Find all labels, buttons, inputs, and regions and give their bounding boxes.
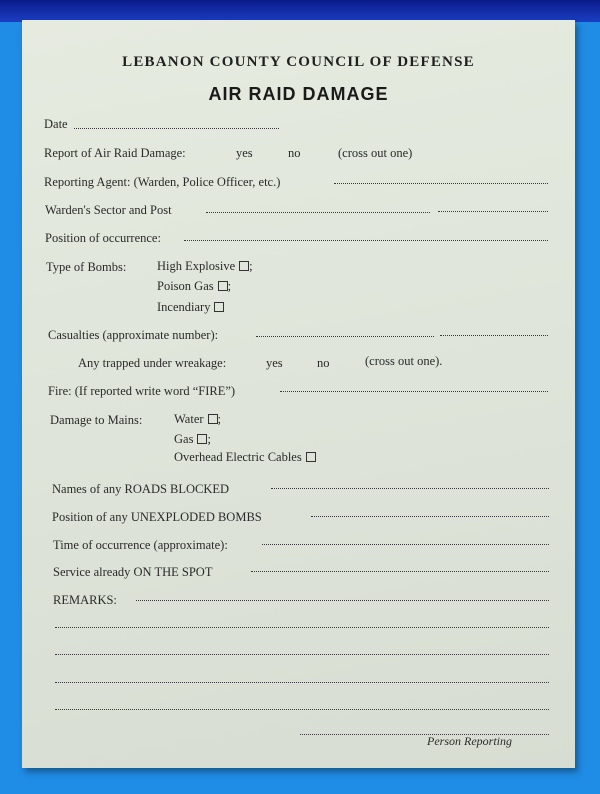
casualties-field-2[interactable] bbox=[440, 335, 548, 336]
form-title: AIR RAID DAMAGE bbox=[208, 84, 389, 104]
bomb-inc-checkbox[interactable] bbox=[214, 302, 224, 312]
bomb-inc-option bbox=[157, 300, 224, 315]
service-field[interactable] bbox=[251, 571, 549, 572]
mains-label: Damage to Mains: bbox=[50, 413, 143, 427]
org-title: LEBANON COUNTY COUNCIL OF DEFENSE bbox=[122, 54, 475, 70]
trapped-label: Any trapped under wreakage: bbox=[78, 356, 227, 370]
unexploded-label: Position of any UNEXPLODED BOMBS bbox=[52, 510, 262, 524]
mains-water-label: Water bbox=[174, 412, 204, 426]
bomb-inc-label: Incendiary bbox=[157, 300, 211, 314]
unexploded-field[interactable] bbox=[311, 516, 549, 517]
air-raid-form bbox=[22, 20, 575, 768]
background-band bbox=[0, 0, 600, 22]
bombs-label: Type of Bombs: bbox=[46, 260, 127, 274]
post-field[interactable] bbox=[438, 211, 548, 212]
agent-field[interactable] bbox=[334, 183, 548, 184]
bomb-gas-label: Poison Gas bbox=[157, 279, 214, 293]
bomb-gas-option bbox=[157, 279, 231, 294]
signature-label: Person Reporting bbox=[427, 734, 512, 748]
report-label: Report of Air Raid Damage: bbox=[44, 146, 186, 160]
casualties-field[interactable] bbox=[256, 336, 434, 337]
remarks-label: REMARKS: bbox=[53, 593, 117, 607]
mains-gas-suffix: ; bbox=[207, 432, 211, 446]
mains-cables-label: Overhead Electric Cables bbox=[174, 450, 302, 464]
bomb-he-checkbox[interactable] bbox=[239, 261, 249, 271]
time-field[interactable] bbox=[262, 544, 549, 545]
report-no[interactable]: no bbox=[288, 146, 301, 160]
bomb-he-option bbox=[157, 259, 253, 274]
date-label: Date bbox=[44, 117, 68, 131]
report-note: (cross out one) bbox=[338, 146, 413, 160]
mains-gas-checkbox[interactable] bbox=[197, 434, 207, 444]
trapped-no[interactable]: no bbox=[317, 356, 330, 370]
position-field[interactable] bbox=[184, 240, 548, 241]
trapped-note: (cross out one). bbox=[365, 354, 443, 368]
date-field[interactable] bbox=[74, 128, 279, 129]
fire-label: Fire: (If reported write word “FIRE”) bbox=[48, 384, 236, 398]
fire-field[interactable] bbox=[280, 391, 548, 392]
mains-gas-option bbox=[174, 432, 211, 447]
service-label: Service already ON THE SPOT bbox=[53, 565, 213, 579]
roads-label: Names of any ROADS BLOCKED bbox=[52, 482, 230, 496]
bomb-he-label: High Explosive bbox=[157, 259, 236, 273]
sector-label: Warden's Sector and Post bbox=[45, 203, 172, 217]
bomb-gas-checkbox[interactable] bbox=[218, 281, 228, 291]
bomb-he-suffix: ; bbox=[249, 259, 253, 273]
remarks-line-5[interactable] bbox=[55, 709, 549, 710]
agent-label: Reporting Agent: (Warden, Police Officer, etc.) bbox=[44, 175, 281, 189]
trapped-yes[interactable]: yes bbox=[266, 356, 283, 370]
mains-water-checkbox[interactable] bbox=[208, 414, 218, 424]
roads-field[interactable] bbox=[271, 488, 549, 489]
sector-field[interactable] bbox=[206, 212, 430, 213]
remarks-line-1[interactable] bbox=[136, 600, 549, 601]
mains-gas-label: Gas bbox=[174, 432, 194, 446]
time-label: Time of occurrence (approximate): bbox=[53, 538, 228, 552]
mains-cables-checkbox[interactable] bbox=[306, 452, 316, 462]
mains-cables-option bbox=[174, 450, 316, 465]
bomb-gas-suffix: ; bbox=[227, 279, 232, 293]
mains-water-suffix: ; bbox=[217, 412, 222, 426]
mains-water-option bbox=[174, 412, 221, 427]
remarks-line-3[interactable] bbox=[55, 654, 549, 655]
position-label: Position of occurrence: bbox=[45, 231, 161, 245]
remarks-line-4[interactable] bbox=[55, 682, 549, 683]
remarks-line-2[interactable] bbox=[55, 627, 549, 628]
report-yes[interactable]: yes bbox=[236, 146, 253, 160]
casualties-label: Casualties (approximate number): bbox=[48, 328, 219, 342]
